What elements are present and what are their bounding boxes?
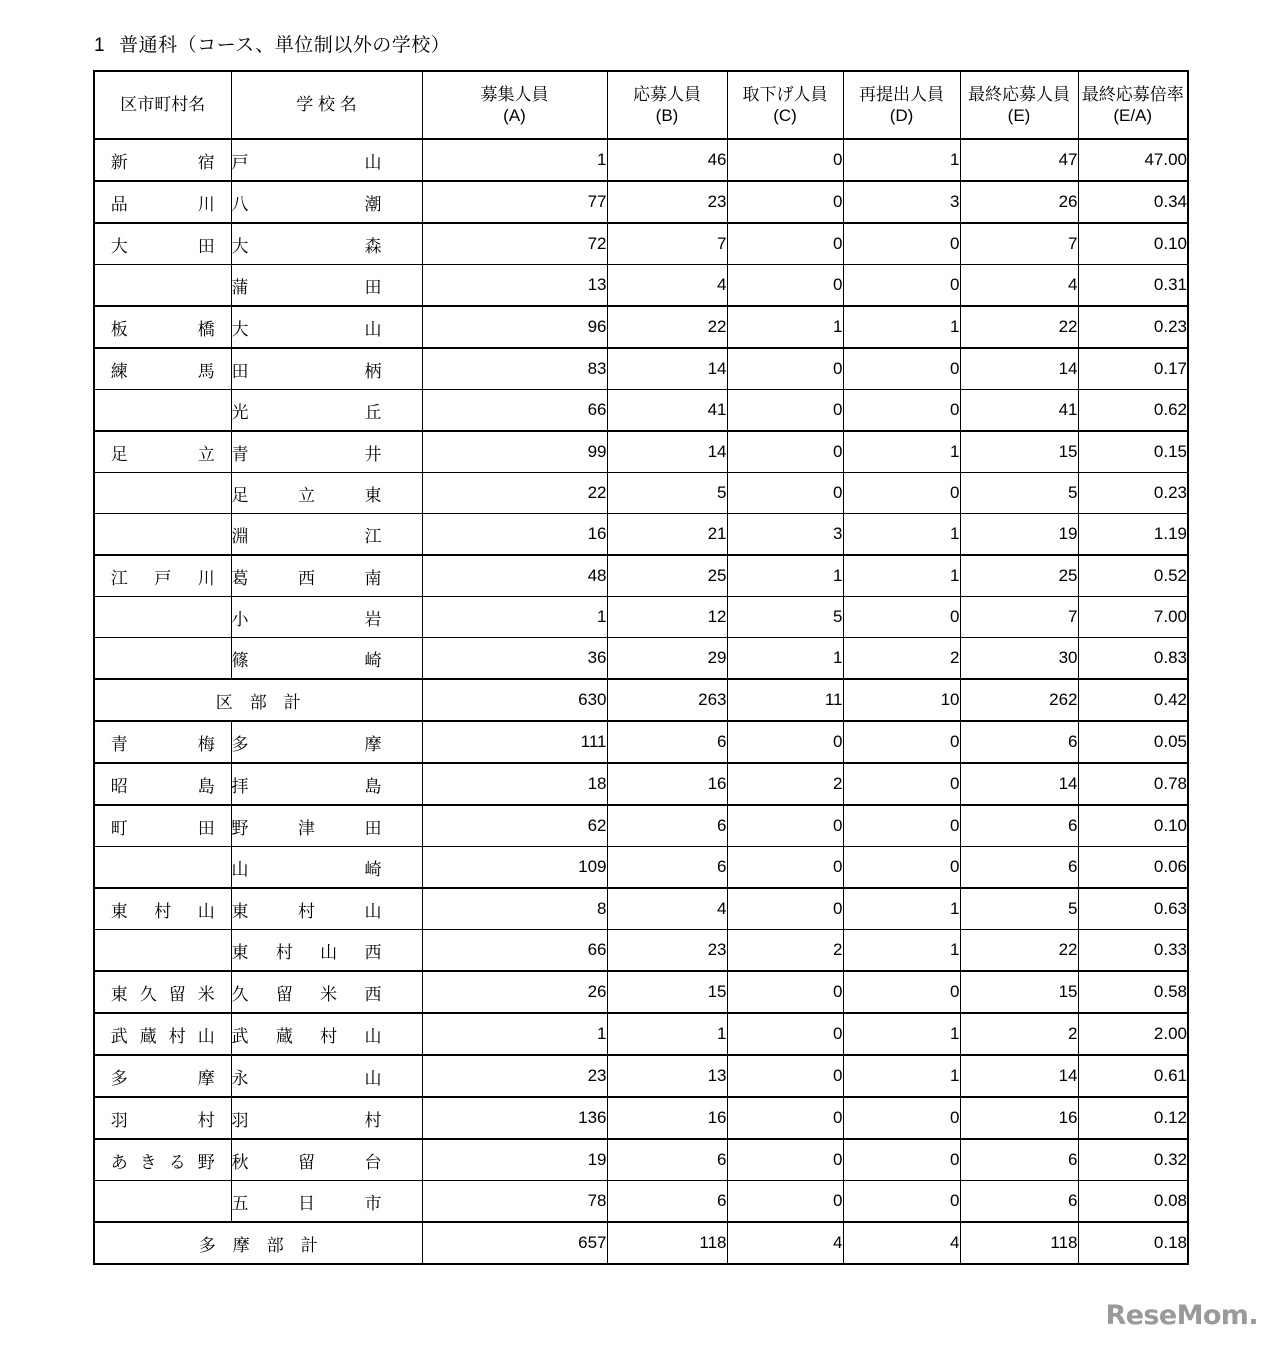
cell-final-applicants: 19: [960, 514, 1078, 556]
cell-final-applicants: 7: [960, 597, 1078, 638]
cell-city: 江戸川: [94, 555, 231, 597]
header-applicants: [607, 71, 727, 139]
header-row: [94, 71, 1188, 139]
cell-resubmitted: 1: [843, 431, 960, 473]
cell-resubmitted: 1: [843, 514, 960, 556]
cell-final-ratio: 0.58: [1078, 971, 1188, 1013]
header-resubmitted-sub: (D): [889, 106, 914, 125]
cell-final-applicants: 7: [960, 223, 1078, 265]
cell-city: 青梅: [94, 721, 231, 763]
table-row: [94, 930, 1188, 972]
cell-applicants: 14: [607, 431, 727, 473]
cell-city: [94, 265, 231, 307]
cell-school: 多摩: [231, 721, 422, 763]
table-row: [94, 265, 1188, 307]
cell-city: あきる野: [94, 1139, 231, 1181]
cell-final-ratio: 0.52: [1078, 555, 1188, 597]
table-row: [94, 223, 1188, 265]
cell-final-applicants: 6: [960, 1139, 1078, 1181]
table-row: [94, 847, 1188, 889]
cell-applicants: 13: [607, 1055, 727, 1097]
subtotal-final-ratio: 0.42: [1078, 679, 1188, 721]
table-row: [94, 139, 1188, 181]
cell-resubmitted: 1: [843, 555, 960, 597]
table-row: [94, 1181, 1188, 1223]
cell-withdrawn: 0: [727, 1181, 843, 1223]
cell-resubmitted: 1: [843, 1013, 960, 1055]
cell-withdrawn: 3: [727, 514, 843, 556]
resemom-watermark: ReseMom.: [1105, 1300, 1258, 1331]
table-row: [94, 721, 1188, 763]
cell-school: 大森: [231, 223, 422, 265]
cell-final-applicants: 6: [960, 805, 1078, 847]
cell-applicants: 25: [607, 555, 727, 597]
table-row: [94, 763, 1188, 805]
cell-school: 東村山: [231, 888, 422, 930]
cell-school: 小岩: [231, 597, 422, 638]
cell-city: [94, 1181, 231, 1223]
subtotal-final-applicants: 262: [960, 679, 1078, 721]
cell-final-ratio: 1.19: [1078, 514, 1188, 556]
cell-capacity: 83: [422, 348, 607, 390]
subtotal-final-ratio: 0.18: [1078, 1222, 1188, 1264]
cell-city: [94, 473, 231, 514]
cell-final-ratio: 0.15: [1078, 431, 1188, 473]
header-final-ratio-sub: (E/A): [1113, 106, 1153, 125]
header-resubmitted: [843, 71, 960, 139]
table-row: [94, 306, 1188, 348]
table-row: [94, 1139, 1188, 1181]
cell-resubmitted: 1: [843, 1055, 960, 1097]
cell-final-ratio: 7.00: [1078, 597, 1188, 638]
header-capacity-sub: (A): [503, 106, 526, 125]
cell-resubmitted: 0: [843, 348, 960, 390]
cell-final-applicants: 6: [960, 721, 1078, 763]
cell-school: 篠崎: [231, 638, 422, 680]
cell-final-ratio: 0.33: [1078, 930, 1188, 972]
cell-city: [94, 514, 231, 556]
header-capacity: [422, 71, 607, 139]
cell-city: 多摩: [94, 1055, 231, 1097]
header-final-applicants: [960, 71, 1078, 139]
cell-school: 大山: [231, 306, 422, 348]
table-row: [94, 805, 1188, 847]
cell-school: 五日市: [231, 1181, 422, 1223]
table-row: [94, 431, 1188, 473]
cell-withdrawn: 2: [727, 930, 843, 972]
cell-applicants: 12: [607, 597, 727, 638]
cell-applicants: 6: [607, 1139, 727, 1181]
cell-resubmitted: 1: [843, 930, 960, 972]
header-withdrawn-label: 取下げ人員: [742, 84, 828, 104]
cell-resubmitted: 0: [843, 1181, 960, 1223]
cell-school: 東村山西: [231, 930, 422, 972]
header-final-applicants-label: 最終応募人員: [968, 84, 1070, 104]
cell-resubmitted: 1: [843, 139, 960, 181]
cell-resubmitted: 0: [843, 1097, 960, 1139]
cell-city: 町田: [94, 805, 231, 847]
cell-withdrawn: 0: [727, 1013, 843, 1055]
table-row: [94, 181, 1188, 223]
cell-capacity: 26: [422, 971, 607, 1013]
cell-withdrawn: 0: [727, 888, 843, 930]
subtotal-withdrawn: 4: [727, 1222, 843, 1264]
header-final-ratio-label: 最終応募倍率: [1081, 84, 1184, 104]
cell-applicants: 22: [607, 306, 727, 348]
subtotal-row-ku: [94, 679, 1188, 721]
table-row: [94, 555, 1188, 597]
cell-capacity: 1: [422, 1013, 607, 1055]
cell-city: [94, 390, 231, 432]
subtotal-resubmitted: 10: [843, 679, 960, 721]
table-row: [94, 971, 1188, 1013]
cell-school: 山崎: [231, 847, 422, 889]
cell-applicants: 7: [607, 223, 727, 265]
cell-final-applicants: 14: [960, 1055, 1078, 1097]
cell-final-ratio: 0.06: [1078, 847, 1188, 889]
cell-capacity: 66: [422, 930, 607, 972]
cell-withdrawn: 5: [727, 597, 843, 638]
subtotal-label: 区 部 計: [94, 679, 422, 721]
cell-school: 八潮: [231, 181, 422, 223]
header-school: 学 校 名: [231, 71, 422, 139]
cell-final-ratio: 0.83: [1078, 638, 1188, 680]
cell-resubmitted: 0: [843, 971, 960, 1013]
cell-withdrawn: 1: [727, 306, 843, 348]
cell-final-ratio: 0.61: [1078, 1055, 1188, 1097]
cell-school: 羽村: [231, 1097, 422, 1139]
cell-applicants: 46: [607, 139, 727, 181]
cell-final-ratio: 0.78: [1078, 763, 1188, 805]
table-row: [94, 1097, 1188, 1139]
cell-capacity: 18: [422, 763, 607, 805]
subtotal-applicants: 263: [607, 679, 727, 721]
cell-withdrawn: 0: [727, 223, 843, 265]
cell-applicants: 21: [607, 514, 727, 556]
header-applicants-label: 応募人員: [633, 84, 701, 104]
cell-final-applicants: 41: [960, 390, 1078, 432]
cell-withdrawn: 0: [727, 431, 843, 473]
cell-resubmitted: 0: [843, 763, 960, 805]
cell-resubmitted: 1: [843, 888, 960, 930]
cell-final-applicants: 5: [960, 473, 1078, 514]
cell-withdrawn: 0: [727, 390, 843, 432]
cell-school: 拝島: [231, 763, 422, 805]
cell-city: 板橋: [94, 306, 231, 348]
cell-applicants: 15: [607, 971, 727, 1013]
statistics-table-container: [93, 70, 1187, 1265]
header-resubmitted-label: 再提出人員: [859, 84, 944, 104]
cell-school: 野津田: [231, 805, 422, 847]
page-title-text: 普通科（コース、単位制以外の学校）: [119, 35, 451, 56]
cell-withdrawn: 0: [727, 721, 843, 763]
header-applicants-sub: (B): [655, 106, 679, 125]
cell-resubmitted: 0: [843, 473, 960, 514]
cell-school: 久留米西: [231, 971, 422, 1013]
cell-school: 蒲田: [231, 265, 422, 307]
cell-withdrawn: 0: [727, 348, 843, 390]
cell-city: 大田: [94, 223, 231, 265]
subtotal-capacity: 630: [422, 679, 607, 721]
cell-school: 足立東: [231, 473, 422, 514]
cell-city: 練馬: [94, 348, 231, 390]
cell-applicants: 29: [607, 638, 727, 680]
cell-resubmitted: 0: [843, 223, 960, 265]
cell-withdrawn: 0: [727, 473, 843, 514]
cell-final-applicants: 26: [960, 181, 1078, 223]
cell-withdrawn: 1: [727, 555, 843, 597]
cell-applicants: 41: [607, 390, 727, 432]
table-row: [94, 473, 1188, 514]
page-title-number: 1: [94, 35, 106, 56]
cell-final-ratio: 0.23: [1078, 306, 1188, 348]
cell-resubmitted: 1: [843, 306, 960, 348]
cell-withdrawn: 0: [727, 139, 843, 181]
cell-resubmitted: 0: [843, 721, 960, 763]
cell-city: 武蔵村山: [94, 1013, 231, 1055]
cell-final-applicants: 4: [960, 265, 1078, 307]
cell-final-ratio: 0.34: [1078, 181, 1188, 223]
cell-final-ratio: 0.32: [1078, 1139, 1188, 1181]
cell-withdrawn: 0: [727, 1139, 843, 1181]
cell-applicants: 14: [607, 348, 727, 390]
table-row: [94, 638, 1188, 680]
cell-capacity: 66: [422, 390, 607, 432]
cell-capacity: 13: [422, 265, 607, 307]
cell-withdrawn: 0: [727, 181, 843, 223]
cell-final-ratio: 0.31: [1078, 265, 1188, 307]
cell-capacity: 1: [422, 139, 607, 181]
cell-final-applicants: 14: [960, 348, 1078, 390]
subtotal-withdrawn: 11: [727, 679, 843, 721]
cell-city: 品川: [94, 181, 231, 223]
cell-applicants: 4: [607, 265, 727, 307]
cell-applicants: 23: [607, 181, 727, 223]
cell-city: [94, 847, 231, 889]
cell-final-applicants: 6: [960, 1181, 1078, 1223]
cell-final-ratio: 0.10: [1078, 223, 1188, 265]
cell-final-ratio: 0.17: [1078, 348, 1188, 390]
cell-capacity: 109: [422, 847, 607, 889]
cell-applicants: 6: [607, 847, 727, 889]
cell-capacity: 111: [422, 721, 607, 763]
cell-capacity: 36: [422, 638, 607, 680]
cell-final-ratio: 0.12: [1078, 1097, 1188, 1139]
table-row: [94, 514, 1188, 556]
subtotal-label: 多 摩 部 計: [94, 1222, 422, 1264]
cell-city: 新宿: [94, 139, 231, 181]
subtotal-final-applicants: 118: [960, 1222, 1078, 1264]
cell-final-applicants: 15: [960, 971, 1078, 1013]
cell-city: 東久留米: [94, 971, 231, 1013]
cell-final-applicants: 47: [960, 139, 1078, 181]
cell-resubmitted: 0: [843, 1139, 960, 1181]
subtotal-capacity: 657: [422, 1222, 607, 1264]
cell-applicants: 6: [607, 721, 727, 763]
cell-final-applicants: 5: [960, 888, 1078, 930]
header-city: 区市町村名: [94, 71, 231, 139]
cell-capacity: 78: [422, 1181, 607, 1223]
table-body: [94, 139, 1188, 1264]
cell-final-applicants: 22: [960, 306, 1078, 348]
cell-final-applicants: 14: [960, 763, 1078, 805]
cell-final-ratio: 47.00: [1078, 139, 1188, 181]
cell-withdrawn: 1: [727, 638, 843, 680]
cell-capacity: 23: [422, 1055, 607, 1097]
cell-resubmitted: 0: [843, 597, 960, 638]
header-capacity-label: 募集人員: [480, 84, 549, 104]
cell-school: 淵江: [231, 514, 422, 556]
table-row: [94, 1055, 1188, 1097]
subtotal-applicants: 118: [607, 1222, 727, 1264]
page-title: [94, 30, 450, 57]
table-row: [94, 1013, 1188, 1055]
cell-capacity: 96: [422, 306, 607, 348]
cell-school: 永山: [231, 1055, 422, 1097]
cell-final-ratio: 0.10: [1078, 805, 1188, 847]
cell-city: 昭島: [94, 763, 231, 805]
cell-city: [94, 597, 231, 638]
subtotal-resubmitted: 4: [843, 1222, 960, 1264]
cell-school: 秋留台: [231, 1139, 422, 1181]
cell-final-applicants: 22: [960, 930, 1078, 972]
cell-resubmitted: 0: [843, 805, 960, 847]
cell-school: 青井: [231, 431, 422, 473]
cell-applicants: 6: [607, 805, 727, 847]
applicant-statistics-table: [93, 70, 1189, 1265]
cell-final-ratio: 2.00: [1078, 1013, 1188, 1055]
cell-applicants: 16: [607, 763, 727, 805]
cell-city: 東村山: [94, 888, 231, 930]
table-row: [94, 390, 1188, 432]
cell-capacity: 72: [422, 223, 607, 265]
cell-school: 葛西南: [231, 555, 422, 597]
cell-capacity: 8: [422, 888, 607, 930]
cell-capacity: 16: [422, 514, 607, 556]
cell-final-applicants: 25: [960, 555, 1078, 597]
cell-final-applicants: 16: [960, 1097, 1078, 1139]
cell-final-ratio: 0.23: [1078, 473, 1188, 514]
cell-applicants: 23: [607, 930, 727, 972]
cell-withdrawn: 0: [727, 1097, 843, 1139]
table-row: [94, 597, 1188, 638]
cell-capacity: 62: [422, 805, 607, 847]
cell-applicants: 1: [607, 1013, 727, 1055]
cell-city: [94, 930, 231, 972]
cell-final-ratio: 0.63: [1078, 888, 1188, 930]
cell-withdrawn: 0: [727, 1055, 843, 1097]
cell-school: 武蔵村山: [231, 1013, 422, 1055]
cell-final-applicants: 15: [960, 431, 1078, 473]
cell-city: 羽村: [94, 1097, 231, 1139]
cell-capacity: 99: [422, 431, 607, 473]
cell-final-ratio: 0.08: [1078, 1181, 1188, 1223]
header-withdrawn-sub: (C): [773, 106, 797, 125]
cell-capacity: 22: [422, 473, 607, 514]
cell-applicants: 16: [607, 1097, 727, 1139]
table-row: [94, 348, 1188, 390]
cell-resubmitted: 0: [843, 847, 960, 889]
cell-applicants: 6: [607, 1181, 727, 1223]
cell-applicants: 4: [607, 888, 727, 930]
cell-withdrawn: 2: [727, 763, 843, 805]
cell-school: 戸山: [231, 139, 422, 181]
subtotal-row-tama: [94, 1222, 1188, 1264]
cell-resubmitted: 0: [843, 390, 960, 432]
cell-withdrawn: 0: [727, 847, 843, 889]
table-header: [94, 71, 1188, 139]
cell-resubmitted: 2: [843, 638, 960, 680]
cell-final-ratio: 0.62: [1078, 390, 1188, 432]
header-final-ratio: [1078, 71, 1188, 139]
cell-applicants: 5: [607, 473, 727, 514]
header-final-applicants-sub: (E): [1007, 106, 1031, 125]
cell-capacity: 136: [422, 1097, 607, 1139]
cell-capacity: 48: [422, 555, 607, 597]
cell-capacity: 19: [422, 1139, 607, 1181]
cell-final-ratio: 0.05: [1078, 721, 1188, 763]
cell-capacity: 77: [422, 181, 607, 223]
cell-school: 田柄: [231, 348, 422, 390]
cell-resubmitted: 3: [843, 181, 960, 223]
cell-final-applicants: 2: [960, 1013, 1078, 1055]
table-row: [94, 888, 1188, 930]
cell-final-applicants: 6: [960, 847, 1078, 889]
header-withdrawn: [727, 71, 843, 139]
cell-resubmitted: 0: [843, 265, 960, 307]
cell-withdrawn: 0: [727, 971, 843, 1013]
cell-school: 光丘: [231, 390, 422, 432]
cell-city: 足立: [94, 431, 231, 473]
cell-capacity: 1: [422, 597, 607, 638]
cell-withdrawn: 0: [727, 265, 843, 307]
cell-final-applicants: 30: [960, 638, 1078, 680]
cell-withdrawn: 0: [727, 805, 843, 847]
cell-city: [94, 638, 231, 680]
